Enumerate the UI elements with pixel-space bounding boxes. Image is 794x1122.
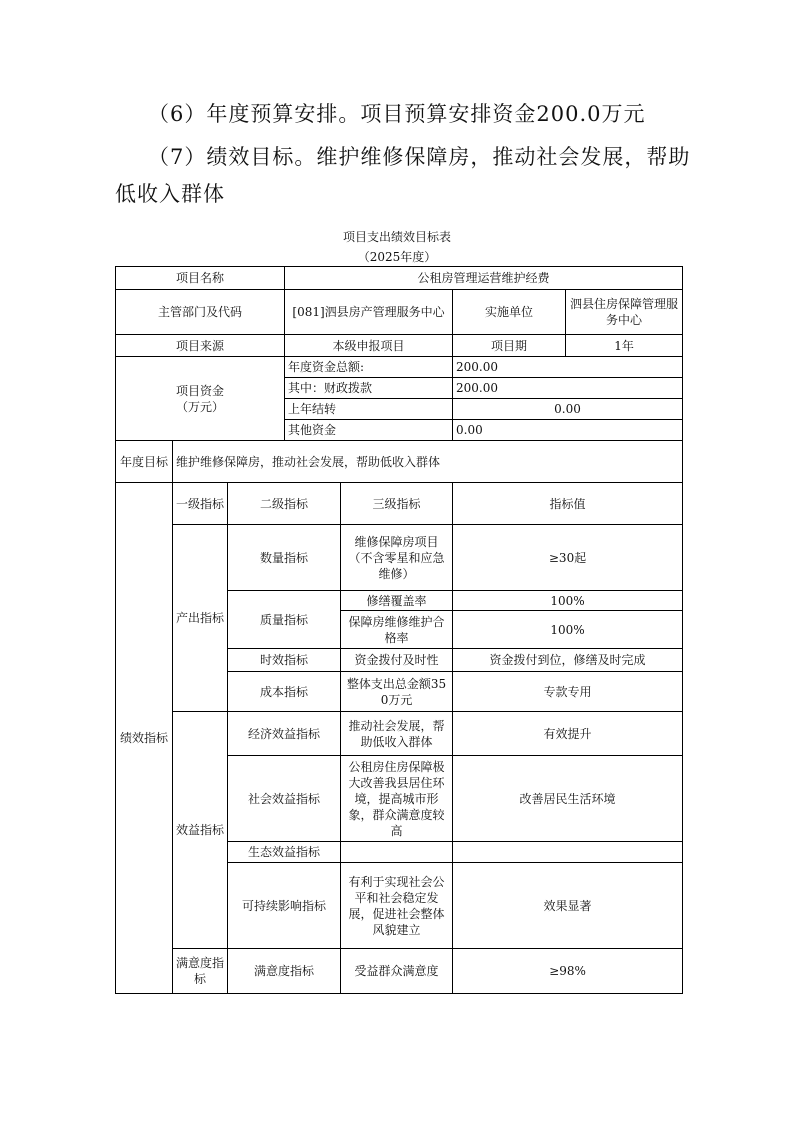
funds-unit: （万元） [176, 399, 225, 414]
satisfaction-level1: 满意度指标 [173, 949, 228, 994]
quality-item-1: 修缮覆盖率 [341, 591, 453, 611]
dept-label: 主管部门及代码 [116, 290, 285, 335]
output-label: 产出指标 [173, 525, 228, 712]
eco-value [453, 842, 683, 863]
cost-label: 成本指标 [228, 672, 341, 712]
cost-value: 专款专用 [453, 672, 683, 712]
fiscal-label: 其中：财政拨款 [285, 378, 453, 399]
social-label: 社会效益指标 [228, 756, 341, 842]
timeliness-label: 时效指标 [228, 649, 341, 672]
table-title: 项目支出绩效目标表 [342, 230, 451, 244]
quantity-item: 维修保障房项目（不含零星和应急维修） [341, 525, 453, 591]
table-row [116, 290, 683, 335]
benefit-label: 效益指标 [173, 712, 228, 949]
eco-item [341, 842, 453, 863]
satisfaction-value: ≥98% [453, 949, 683, 994]
source-label: 项目来源 [116, 335, 285, 357]
project-name: 公租房管理运营维护经费 [285, 267, 683, 290]
header-level2: 二级指标 [228, 483, 341, 525]
table-row [116, 357, 683, 378]
header-value: 指标值 [453, 483, 683, 525]
table-year: （2025年度） [357, 250, 437, 264]
carryover-value: 0.00 [453, 399, 683, 420]
sustain-value: 效果显著 [453, 863, 683, 949]
table-row [116, 483, 683, 525]
sustain-item: 有利于实现社会公平和社会稳定发展，促进社会整体风貌建立 [341, 863, 453, 949]
economic-value: 有效提升 [453, 712, 683, 756]
sustain-label: 可持续影响指标 [228, 863, 341, 949]
paragraph-goal-line2: 低收入群体 [115, 182, 225, 206]
annual-total-label: 年度资金总额: [285, 357, 453, 378]
header-level1: 一级指标 [173, 483, 228, 525]
funds-label [116, 357, 285, 441]
cost-item: 整体支出总金额350万元 [341, 672, 453, 712]
quality-value-2: 100% [453, 611, 683, 649]
project-name-label: 项目名称 [116, 267, 285, 290]
goal-label: 年度目标 [116, 441, 173, 483]
table-row [116, 525, 683, 591]
eco-label: 生态效益指标 [228, 842, 341, 863]
social-value: 改善居民生活环境 [453, 756, 683, 842]
table-row [116, 712, 683, 756]
other-label: 其他资金 [285, 420, 453, 441]
social-item: 公租房住房保障极大改善我县居住环境，提高城市形象，群众满意度较高 [341, 756, 453, 842]
timeliness-value: 资金拨付到位，修缮及时完成 [453, 649, 683, 672]
paragraph-budget: （6）年度预算安排。项目预算安排资金200.0万元 [148, 102, 646, 126]
quality-value-1: 100% [453, 591, 683, 611]
annual-total-value: 200.00 [453, 357, 683, 378]
satisfaction-item: 受益群众满意度 [341, 949, 453, 994]
table-row [116, 267, 683, 290]
economic-item: 推动社会发展，帮助低收入群体 [341, 712, 453, 756]
header-level3: 三级指标 [341, 483, 453, 525]
quality-item-2: 保障房维修维护合格率 [341, 611, 453, 649]
economic-label: 经济效益指标 [228, 712, 341, 756]
quantity-label: 数量指标 [228, 525, 341, 591]
perf-label: 绩效指标 [116, 483, 173, 994]
quantity-value: ≥30起 [453, 525, 683, 591]
impl-value: 泗县住房保障管理服务中心 [566, 290, 683, 335]
source-value: 本级申报项目 [285, 335, 453, 357]
fiscal-value: 200.00 [453, 378, 683, 399]
table-row [116, 335, 683, 357]
paragraph-goal-line1: （7）绩效目标。维护维修保障房，推动社会发展，帮助 [148, 145, 691, 169]
quality-label: 质量指标 [228, 591, 341, 649]
table-row [116, 949, 683, 994]
carryover-label: 上年结转 [285, 399, 453, 420]
period-label: 项目期 [453, 335, 566, 357]
goal-value: 维护维修保障房，推动社会发展，帮助低收入群体 [173, 441, 683, 483]
impl-label: 实施单位 [453, 290, 566, 335]
performance-table [115, 266, 683, 994]
other-value: 0.00 [453, 420, 683, 441]
satisfaction-level2: 满意度指标 [228, 949, 341, 994]
table-row [116, 441, 683, 483]
funds-label-text: 项目资金 [176, 383, 225, 398]
dept-value: [081]泗县房产管理服务中心 [285, 290, 453, 335]
timeliness-item: 资金拨付及时性 [341, 649, 453, 672]
period-value: 1年 [566, 335, 683, 357]
